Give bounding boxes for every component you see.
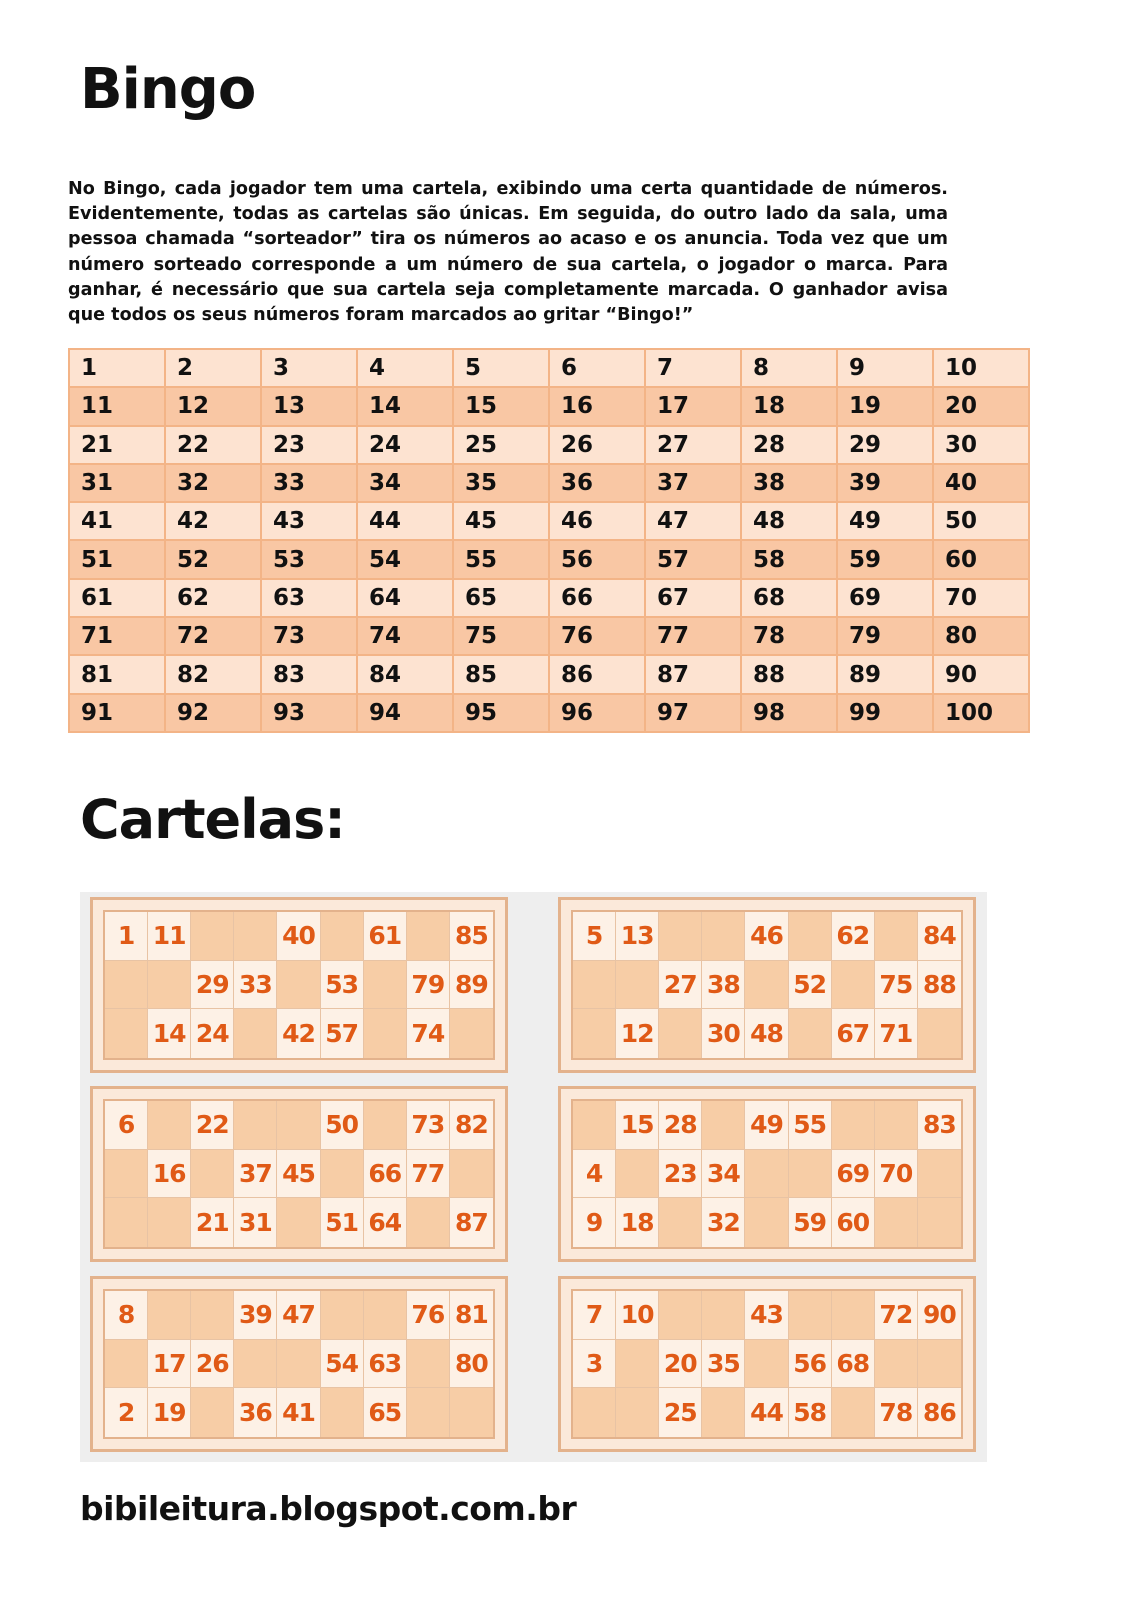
card-number-cell: 8 (105, 1291, 148, 1340)
number-cell: 84 (357, 655, 453, 693)
card-empty-cell (702, 912, 745, 961)
page-title: Bingo (80, 57, 256, 122)
card-empty-cell (450, 1388, 493, 1437)
card-number-cell: 88 (918, 961, 961, 1010)
card-empty-cell (277, 1340, 320, 1389)
card-number-cell: 34 (702, 1150, 745, 1199)
bingo-card-grid (571, 910, 963, 1060)
number-cell: 54 (357, 540, 453, 578)
card-number-cell: 57 (321, 1009, 364, 1058)
bingo-card (558, 897, 976, 1073)
card-number-cell: 54 (321, 1340, 364, 1389)
card-empty-cell (321, 912, 364, 961)
card-empty-cell (191, 1291, 234, 1340)
card-number-cell: 83 (918, 1101, 961, 1150)
card-number-cell: 12 (616, 1009, 659, 1058)
card-empty-cell (616, 1150, 659, 1199)
number-cell: 92 (165, 694, 261, 732)
card-empty-cell (321, 1291, 364, 1340)
card-empty-cell (191, 912, 234, 961)
number-cell: 44 (357, 502, 453, 540)
cards-heading: Cartelas: (80, 788, 345, 851)
number-cell: 33 (261, 464, 357, 502)
card-empty-cell (745, 1340, 788, 1389)
number-cell: 27 (645, 426, 741, 464)
card-number-cell: 51 (321, 1198, 364, 1247)
card-empty-cell (364, 1101, 407, 1150)
number-cell: 39 (837, 464, 933, 502)
number-cell: 35 (453, 464, 549, 502)
bingo-card (90, 897, 508, 1073)
bingo-card (558, 1086, 976, 1262)
card-number-cell: 7 (573, 1291, 616, 1340)
card-empty-cell (702, 1101, 745, 1150)
number-cell: 67 (645, 579, 741, 617)
card-empty-cell (789, 1150, 832, 1199)
card-number-cell: 6 (105, 1101, 148, 1150)
number-cell: 5 (453, 349, 549, 387)
card-empty-cell (832, 1388, 875, 1437)
card-empty-cell (789, 1009, 832, 1058)
card-empty-cell (105, 1340, 148, 1389)
card-number-cell: 47 (277, 1291, 320, 1340)
card-number-cell: 78 (875, 1388, 918, 1437)
card-number-cell: 20 (659, 1340, 702, 1389)
number-cell: 59 (837, 540, 933, 578)
number-cell: 16 (549, 387, 645, 425)
card-empty-cell (573, 1009, 616, 1058)
cards-area (80, 892, 987, 1462)
number-cell: 88 (741, 655, 837, 693)
number-cell: 77 (645, 617, 741, 655)
number-grid-row (69, 464, 1029, 502)
card-empty-cell (702, 1388, 745, 1437)
number-cell: 20 (933, 387, 1029, 425)
card-empty-cell (659, 1291, 702, 1340)
number-cell: 100 (933, 694, 1029, 732)
number-cell: 13 (261, 387, 357, 425)
number-cell: 99 (837, 694, 933, 732)
card-empty-cell (234, 912, 277, 961)
card-empty-cell (234, 1340, 277, 1389)
card-empty-cell (789, 912, 832, 961)
card-number-cell: 31 (234, 1198, 277, 1247)
card-empty-cell (702, 1291, 745, 1340)
number-cell: 55 (453, 540, 549, 578)
card-empty-cell (407, 1388, 450, 1437)
number-grid-row (69, 617, 1029, 655)
card-empty-cell (659, 1009, 702, 1058)
card-number-cell: 3 (573, 1340, 616, 1389)
number-cell: 17 (645, 387, 741, 425)
number-cell: 87 (645, 655, 741, 693)
number-cell: 61 (69, 579, 165, 617)
number-cell: 3 (261, 349, 357, 387)
number-cell: 89 (837, 655, 933, 693)
number-cell: 65 (453, 579, 549, 617)
card-empty-cell (105, 1150, 148, 1199)
number-cell: 10 (933, 349, 1029, 387)
card-empty-cell (277, 1198, 320, 1247)
card-number-cell: 49 (745, 1101, 788, 1150)
number-grid-row (69, 387, 1029, 425)
card-number-cell: 30 (702, 1009, 745, 1058)
card-number-cell: 5 (573, 912, 616, 961)
number-cell: 50 (933, 502, 1029, 540)
card-empty-cell (407, 1198, 450, 1247)
card-number-cell: 39 (234, 1291, 277, 1340)
card-number-cell: 63 (364, 1340, 407, 1389)
card-number-cell: 64 (364, 1198, 407, 1247)
card-empty-cell (789, 1291, 832, 1340)
number-cell: 56 (549, 540, 645, 578)
number-grid-row (69, 655, 1029, 693)
card-empty-cell (148, 1198, 191, 1247)
number-cell: 52 (165, 540, 261, 578)
card-empty-cell (616, 961, 659, 1010)
card-number-cell: 46 (745, 912, 788, 961)
card-empty-cell (148, 1291, 191, 1340)
number-cell: 91 (69, 694, 165, 732)
number-cell: 34 (357, 464, 453, 502)
card-empty-cell (745, 1198, 788, 1247)
number-grid-row (69, 540, 1029, 578)
number-cell: 38 (741, 464, 837, 502)
card-number-cell: 60 (832, 1198, 875, 1247)
bingo-card-grid (103, 1099, 495, 1249)
card-empty-cell (918, 1150, 961, 1199)
number-cell: 57 (645, 540, 741, 578)
number-cell: 18 (741, 387, 837, 425)
number-cell: 15 (453, 387, 549, 425)
card-number-cell: 80 (450, 1340, 493, 1389)
card-empty-cell (659, 912, 702, 961)
number-cell: 85 (453, 655, 549, 693)
number-cell: 24 (357, 426, 453, 464)
number-cell: 80 (933, 617, 1029, 655)
number-grid-row (69, 426, 1029, 464)
card-number-cell: 14 (148, 1009, 191, 1058)
card-number-cell: 82 (450, 1101, 493, 1150)
card-number-cell: 19 (148, 1388, 191, 1437)
number-cell: 90 (933, 655, 1029, 693)
card-empty-cell (573, 1388, 616, 1437)
number-cell: 75 (453, 617, 549, 655)
card-number-cell: 69 (832, 1150, 875, 1199)
number-cell: 63 (261, 579, 357, 617)
card-empty-cell (105, 961, 148, 1010)
card-number-cell: 22 (191, 1101, 234, 1150)
card-number-cell: 58 (789, 1388, 832, 1437)
card-empty-cell (616, 1388, 659, 1437)
card-empty-cell (918, 1340, 961, 1389)
card-number-cell: 74 (407, 1009, 450, 1058)
card-empty-cell (105, 1009, 148, 1058)
bingo-card (90, 1276, 508, 1452)
card-number-cell: 13 (616, 912, 659, 961)
card-empty-cell (875, 1198, 918, 1247)
number-cell: 36 (549, 464, 645, 502)
number-cell: 70 (933, 579, 1029, 617)
number-cell: 68 (741, 579, 837, 617)
number-cell: 98 (741, 694, 837, 732)
number-cell: 37 (645, 464, 741, 502)
number-cell: 42 (165, 502, 261, 540)
card-empty-cell (277, 1101, 320, 1150)
card-empty-cell (745, 961, 788, 1010)
number-cell: 1 (69, 349, 165, 387)
card-empty-cell (321, 1150, 364, 1199)
number-cell: 96 (549, 694, 645, 732)
number-cell: 21 (69, 426, 165, 464)
card-number-cell: 24 (191, 1009, 234, 1058)
card-number-cell: 75 (875, 961, 918, 1010)
card-number-cell: 50 (321, 1101, 364, 1150)
card-number-cell: 27 (659, 961, 702, 1010)
number-cell: 72 (165, 617, 261, 655)
card-number-cell: 73 (407, 1101, 450, 1150)
card-number-cell: 40 (277, 912, 320, 961)
card-number-cell: 84 (918, 912, 961, 961)
card-number-cell: 17 (148, 1340, 191, 1389)
card-number-cell: 52 (789, 961, 832, 1010)
card-number-cell: 33 (234, 961, 277, 1010)
card-number-cell: 21 (191, 1198, 234, 1247)
card-number-cell: 59 (789, 1198, 832, 1247)
number-cell: 32 (165, 464, 261, 502)
intro-paragraph: No Bingo, cada jogador tem uma cartela, exibindo uma certa quantidade de números. Evidentemente, todas as cartelas são únicas. Em seguida, do outro lado da sala, uma pessoa chamada “sorteador” tira os números ao acaso e os anuncia. Toda vez que um número sorteado corresponde a um número de sua cartela, o jogador o marca. Para ganhar, é necessário que sua cartela seja completamente marcada. O ganhador avisa que todos os seus números foram marcados ao gritar “Bingo!” (68, 179, 948, 326)
number-cell: 26 (549, 426, 645, 464)
number-cell: 74 (357, 617, 453, 655)
card-empty-cell (321, 1388, 364, 1437)
card-number-cell: 67 (832, 1009, 875, 1058)
card-empty-cell (364, 1009, 407, 1058)
card-empty-cell (450, 1009, 493, 1058)
card-number-cell: 48 (745, 1009, 788, 1058)
number-cell: 62 (165, 579, 261, 617)
card-empty-cell (832, 1101, 875, 1150)
card-empty-cell (191, 1388, 234, 1437)
number-cell: 41 (69, 502, 165, 540)
number-cell: 83 (261, 655, 357, 693)
card-number-cell: 43 (745, 1291, 788, 1340)
number-cell: 7 (645, 349, 741, 387)
card-empty-cell (364, 961, 407, 1010)
bingo-card-grid (103, 1289, 495, 1439)
number-cell: 29 (837, 426, 933, 464)
card-number-cell: 68 (832, 1340, 875, 1389)
number-cell: 51 (69, 540, 165, 578)
card-number-cell: 79 (407, 961, 450, 1010)
card-number-cell: 41 (277, 1388, 320, 1437)
number-cell: 9 (837, 349, 933, 387)
card-number-cell: 23 (659, 1150, 702, 1199)
number-cell: 23 (261, 426, 357, 464)
card-number-cell: 37 (234, 1150, 277, 1199)
card-empty-cell (875, 1340, 918, 1389)
number-cell: 12 (165, 387, 261, 425)
card-number-cell: 62 (832, 912, 875, 961)
card-number-cell: 76 (407, 1291, 450, 1340)
card-number-cell: 29 (191, 961, 234, 1010)
card-number-cell: 18 (616, 1198, 659, 1247)
number-cell: 82 (165, 655, 261, 693)
card-number-cell: 42 (277, 1009, 320, 1058)
number-cell: 6 (549, 349, 645, 387)
number-cell: 71 (69, 617, 165, 655)
number-cell: 64 (357, 579, 453, 617)
number-cell: 58 (741, 540, 837, 578)
card-number-cell: 90 (918, 1291, 961, 1340)
card-number-cell: 65 (364, 1388, 407, 1437)
number-cell: 43 (261, 502, 357, 540)
card-number-cell: 28 (659, 1101, 702, 1150)
number-cell: 76 (549, 617, 645, 655)
card-empty-cell (918, 1009, 961, 1058)
number-grid-row (69, 579, 1029, 617)
bingo-card-grid (571, 1099, 963, 1249)
number-cell: 2 (165, 349, 261, 387)
number-cell: 94 (357, 694, 453, 732)
number-cell: 86 (549, 655, 645, 693)
number-cell: 81 (69, 655, 165, 693)
bingo-card-grid (571, 1289, 963, 1439)
bingo-card-grid (103, 910, 495, 1060)
card-number-cell: 55 (789, 1101, 832, 1150)
card-number-cell: 11 (148, 912, 191, 961)
card-empty-cell (616, 1340, 659, 1389)
number-cell: 22 (165, 426, 261, 464)
card-number-cell: 4 (573, 1150, 616, 1199)
card-number-cell: 81 (450, 1291, 493, 1340)
card-number-cell: 36 (234, 1388, 277, 1437)
card-empty-cell (364, 1291, 407, 1340)
bingo-card (558, 1276, 976, 1452)
card-number-cell: 45 (277, 1150, 320, 1199)
card-empty-cell (745, 1150, 788, 1199)
card-empty-cell (148, 961, 191, 1010)
number-cell: 40 (933, 464, 1029, 502)
card-number-cell: 72 (875, 1291, 918, 1340)
card-empty-cell (234, 1101, 277, 1150)
number-cell: 60 (933, 540, 1029, 578)
card-number-cell: 66 (364, 1150, 407, 1199)
card-empty-cell (659, 1198, 702, 1247)
card-number-cell: 87 (450, 1198, 493, 1247)
number-grid-row (69, 349, 1029, 387)
card-number-cell: 85 (450, 912, 493, 961)
card-empty-cell (148, 1101, 191, 1150)
number-cell: 4 (357, 349, 453, 387)
card-empty-cell (450, 1150, 493, 1199)
number-cell: 48 (741, 502, 837, 540)
card-number-cell: 71 (875, 1009, 918, 1058)
card-empty-cell (573, 961, 616, 1010)
card-empty-cell (875, 1101, 918, 1150)
number-cell: 53 (261, 540, 357, 578)
number-cell: 8 (741, 349, 837, 387)
card-number-cell: 2 (105, 1388, 148, 1437)
card-number-cell: 44 (745, 1388, 788, 1437)
card-empty-cell (573, 1101, 616, 1150)
card-number-cell: 9 (573, 1198, 616, 1247)
number-cell: 14 (357, 387, 453, 425)
number-cell: 79 (837, 617, 933, 655)
card-number-cell: 70 (875, 1150, 918, 1199)
card-number-cell: 77 (407, 1150, 450, 1199)
number-cell: 11 (69, 387, 165, 425)
card-empty-cell (832, 1291, 875, 1340)
number-cell: 95 (453, 694, 549, 732)
card-number-cell: 16 (148, 1150, 191, 1199)
number-cell: 78 (741, 617, 837, 655)
number-cell: 69 (837, 579, 933, 617)
footer-url: bibileitura.blogspot.com.br (80, 1489, 577, 1528)
number-grid (68, 348, 1030, 733)
card-empty-cell (105, 1198, 148, 1247)
number-cell: 97 (645, 694, 741, 732)
number-cell: 93 (261, 694, 357, 732)
card-number-cell: 56 (789, 1340, 832, 1389)
number-cell: 30 (933, 426, 1029, 464)
bingo-card (90, 1086, 508, 1262)
card-number-cell: 25 (659, 1388, 702, 1437)
number-cell: 25 (453, 426, 549, 464)
card-number-cell: 53 (321, 961, 364, 1010)
number-cell: 49 (837, 502, 933, 540)
card-number-cell: 35 (702, 1340, 745, 1389)
card-empty-cell (191, 1150, 234, 1199)
card-empty-cell (918, 1198, 961, 1247)
number-grid-row (69, 502, 1029, 540)
number-cell: 47 (645, 502, 741, 540)
card-empty-cell (875, 912, 918, 961)
number-cell: 66 (549, 579, 645, 617)
number-cell: 46 (549, 502, 645, 540)
card-number-cell: 89 (450, 961, 493, 1010)
card-number-cell: 10 (616, 1291, 659, 1340)
number-cell: 28 (741, 426, 837, 464)
card-number-cell: 38 (702, 961, 745, 1010)
number-cell: 73 (261, 617, 357, 655)
card-number-cell: 32 (702, 1198, 745, 1247)
number-cell: 19 (837, 387, 933, 425)
card-number-cell: 26 (191, 1340, 234, 1389)
number-cell: 31 (69, 464, 165, 502)
card-empty-cell (234, 1009, 277, 1058)
card-number-cell: 61 (364, 912, 407, 961)
card-number-cell: 1 (105, 912, 148, 961)
card-empty-cell (277, 961, 320, 1010)
card-empty-cell (407, 912, 450, 961)
card-number-cell: 15 (616, 1101, 659, 1150)
card-number-cell: 86 (918, 1388, 961, 1437)
number-grid-row (69, 694, 1029, 732)
card-empty-cell (832, 961, 875, 1010)
number-cell: 45 (453, 502, 549, 540)
card-empty-cell (407, 1340, 450, 1389)
